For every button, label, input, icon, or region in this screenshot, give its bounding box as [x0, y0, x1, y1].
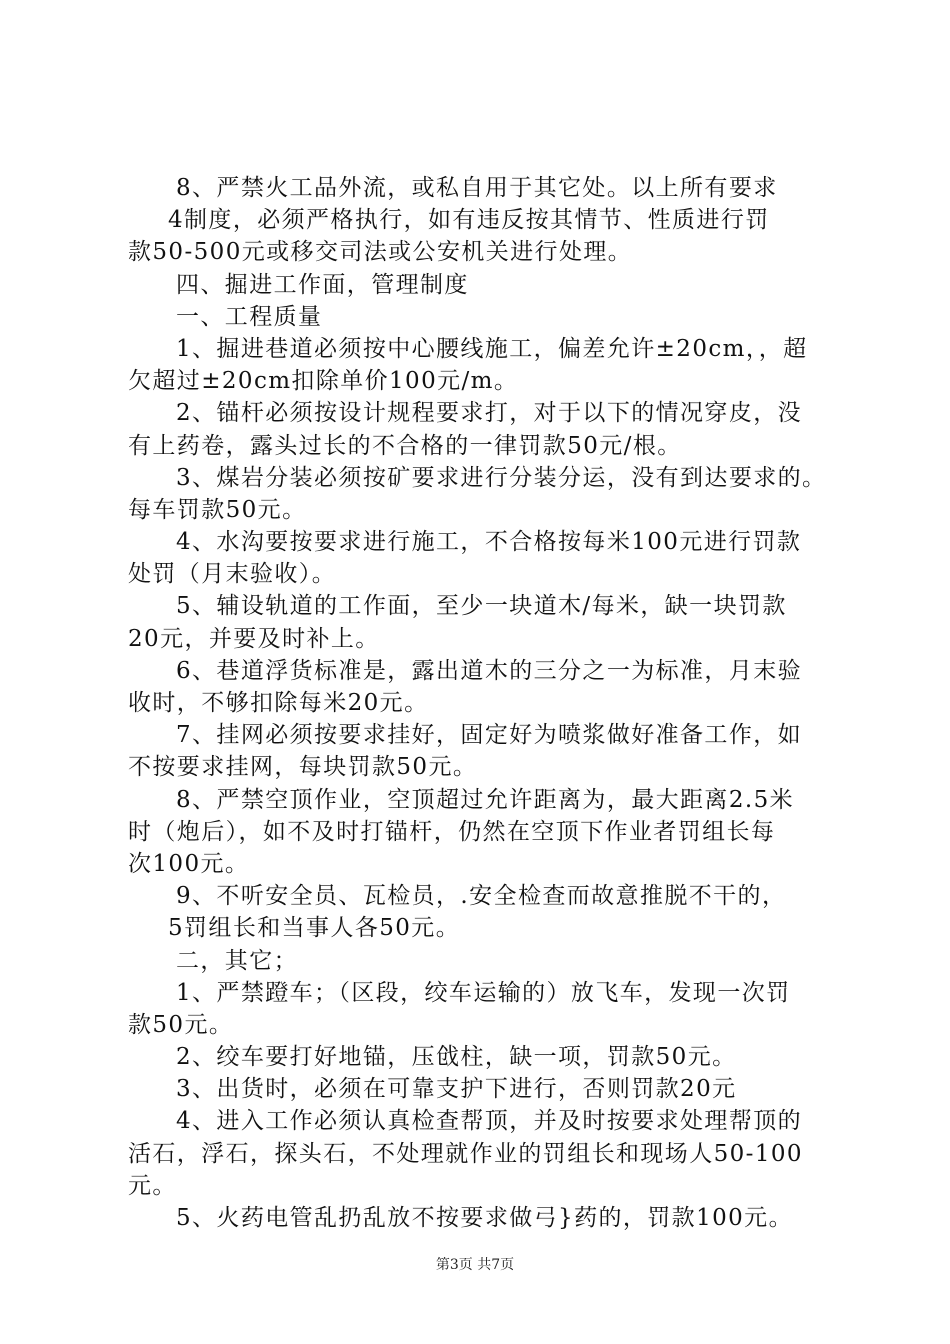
text-line: 5罚组长和当事人各50元。 [168, 915, 461, 942]
text-line: 处罚（月末验收）。 [128, 561, 337, 588]
text-line: 1、掘进巷道必须按中心腰线施工，偏差允许±20cm，，超 [176, 335, 808, 362]
text-line: 活石，浮石，探头石，不处理就作业的罚组长和现场人50-100 [128, 1140, 803, 1167]
document-body [128, 172, 838, 1234]
text-line: 元。 [128, 1172, 177, 1199]
text-line: 5、火药电管乱扔乱放不按要求做弓}药的，罚款100元。 [176, 1205, 793, 1231]
text-line: 不按要求挂网，每块罚款50元。 [128, 754, 478, 781]
text-line: 20元，并要及时补上。 [128, 625, 380, 652]
text-line: 次100元。 [128, 850, 250, 877]
text-line: 4、进入工作必须认真检查帮顶，并及时按要求处理帮顶的 [176, 1108, 803, 1135]
subsection-heading: 一、工程质量 [176, 303, 323, 330]
text-line: 7、挂网必须按要求挂好，固定好为喷浆做好准备工作，如 [176, 722, 803, 749]
text-line: 2、绞车要打好地锚，压戗柱，缺一项，罚款50元。 [176, 1044, 737, 1071]
text-line: 8、严禁火工品外流，或私自用于其它处。以上所有要求 [176, 175, 778, 201]
section-heading: 四、掘进工作面，管理制度 [176, 271, 469, 298]
text-line: 收时，不够扣除每米20元。 [128, 690, 429, 716]
text-line: 款50元。 [128, 1011, 234, 1038]
section-heading: 二，其它； [176, 947, 298, 974]
text-line: 6、巷道浮货标准是，露出道木的三分之一为标准，月末验 [176, 657, 803, 684]
text-line: 3、煤岩分装必须按矿要求进行分装分运，没有到达要求的。 [176, 464, 827, 491]
text-line: 5、辅设轨道的工作面，至少一块道木/每米，缺一块罚款 [176, 593, 787, 620]
text-line: 时（炮后），如不及时打锚杆，仍然在空顶下作业者罚组长每 [128, 818, 776, 845]
text-line: 欠超过±20cm扣除单价100元/m。 [128, 368, 519, 395]
text-line: 有上药卷，露头过长的不合格的一律罚款50元/根。 [128, 432, 682, 459]
text-line: 8、严禁空顶作业，空顶超过允许距离为，最大距离2.5米 [176, 786, 795, 813]
text-line: 4、水沟要按要求进行施工，不合格按每米100元进行罚款 [176, 529, 802, 556]
text-line: 4制度，必须严格执行，如有违反按其情节、性质进行罚 [168, 207, 770, 234]
text-line: 1、严禁蹬车；（区段，绞车运输的）放飞车，发现一次罚 [176, 979, 791, 1006]
text-line: 2、锚杆必须按设计规程要求打，对于以下的情况穿皮，没 [176, 400, 803, 427]
text-line: 款50-500元或移交司法或公安机关进行处理。 [128, 239, 633, 266]
page-footer: 第3页 共7页 [435, 1257, 515, 1273]
text-line: 9、不听安全员、瓦检员，.安全检查而故意推脱不干的， [176, 883, 787, 910]
text-line: 每车罚款50元。 [128, 496, 307, 523]
text-line: 3、出货时，必须在可靠支护下进行，否则罚款20元 [176, 1076, 737, 1103]
